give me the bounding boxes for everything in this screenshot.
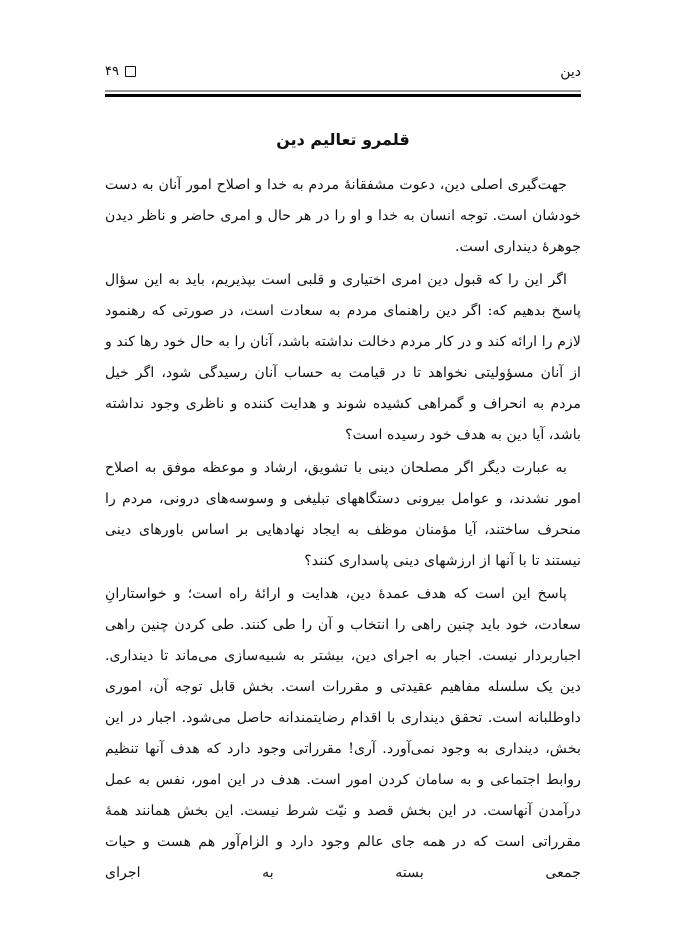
header-rule-thick — [105, 94, 581, 97]
running-title: دین — [560, 64, 581, 80]
paragraph: پاسخ این است که هدف عمدهٔ دین، هدایت و ارائهٔ راه است؛ و خواستارانِ سعادت، خود باید چنین راهی را انتخاب و آن را طی کنند. طی کردن چنین راهی اجباربردار نیست. اجبار به اجرای دین، بیشتر به شبیه‌سازی می‌ماند تا دینداری. دین یک سلسله مفاهیم عقیدتی و مقررات است. بخش قابل توجه آن، اموری داوطلبانه است. تحقق دینداری با اقدام رضایتمندانه حاصل می‌شود. اجبار در این بخش، دینداری به وجود نمی‌آورد. آری! مقرراتی وجود دارد که هدف آنها تنظیم روابط اجتماعی و به سامان کردن امور است. هدف در این امور، نفس به عمل درآمدن آنهاست. در این بخش قصد و نیّت شرط نیست. این بخش همانند همهٔ مقرراتی است که در همه جای عالم وجود دارد و الزام‌آور هم هست و حیات جمعی بسته به اجرای — [105, 586, 581, 881]
header-rule-thin — [105, 90, 581, 92]
paragraph: اگر این را که قبول دین امری اختیاری و قلبی است بپذیریم، باید به این سؤال پاسخ بدهیم که: اگر دین راهنمای مردم به سعادت است، در صورتی که رهنمود لازم را ارائه کند و در کار مردم دخالت نداشته باشد، آنان را به حال خود رها کند و از آنان مسؤولیتی نخواهد تا در قیامت به حساب آنان رسیدگی شود، اگر خیل مردم به انحراف و گمراهی کشیده شوند و هدایت کننده و ناظری وجود نداشته باشد، آیا دین به هدف خود رسیده است؟ — [105, 272, 581, 443]
page-number-group — [105, 64, 136, 79]
paragraph: به عبارت دیگر اگر مصلحان دینی با تشویق، ارشاد و موعظه موفق به اصلاح امور نشدند، و عوامل بیرونی دستگاههای تبلیغی و وسوسه‌های درونی، مردم را منحرف ساختند، آیا مؤمنان موظف به ایجاد نهادهایی بر اساس باورهای دینی نیستند تا با آنها از ارزشهای دینی پاسداری کنند؟ — [105, 460, 581, 569]
square-outline-icon — [125, 66, 136, 77]
page-number: ۴۹ — [105, 64, 119, 79]
section-title: قلمرو تعالیم دین — [276, 130, 410, 149]
paragraph: جهت‌گیری اصلی دین، دعوت مشفقانهٔ مردم به خدا و اصلاح امور آنان به دست خودشان است. توجه انسان به خدا و او را در هر حال و امری حاضر و ناظر دیدن جوهرهٔ دینداری است. — [105, 177, 581, 255]
body-text — [105, 170, 581, 891]
running-header — [105, 62, 581, 86]
